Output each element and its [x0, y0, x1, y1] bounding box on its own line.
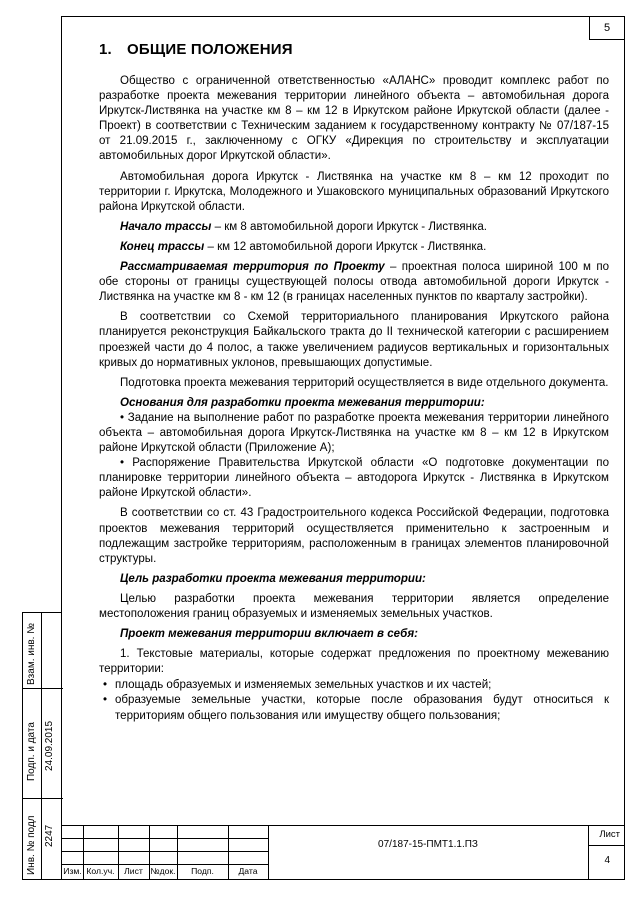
paragraph-end: [99, 240, 609, 255]
paragraph-start: [99, 220, 609, 235]
includes-list: [99, 678, 609, 723]
area-label: Рассматриваемая территория по Проекту: [120, 261, 385, 274]
section-heading: [99, 41, 609, 58]
includes-heading-text: Проект межевания территории включает в себя:: [120, 628, 418, 641]
basis-item-1-text: Задание на выполнение работ по разработке проекта межевания территории линейного объекта – автомобильная дорога Иркутск-Листвянка на участке км 8 – км 12 в Иркутском районе Иркутской области (Приложение А);: [99, 411, 609, 455]
left-stamp: [22, 612, 62, 880]
label-podp: Подп.: [191, 866, 214, 876]
bullet-icon: [120, 457, 132, 469]
section-title: ОБЩИЕ ПОЛОЖЕНИЯ: [127, 41, 293, 58]
bullet-icon: [120, 412, 128, 424]
basis-heading-text: Основания для разработки проекта межевания территории:: [120, 396, 485, 409]
stamp-inv-number: 2247: [44, 824, 55, 847]
paragraph-scheme: В соответствии со Схемой территориального планирования Иркутского района планируется реконструкция Байкальского тракта до II технической категории с расширением проезжей части до 4 полос, а также увеличением радиусов вертикальных и горизонтальных кривых до нормативных уклонов, превышающих допустимые.: [99, 311, 609, 369]
document-body: [99, 41, 609, 724]
sheet-label: Лист: [599, 829, 620, 840]
stamp-inv-podl: Инв. № подл: [26, 815, 37, 875]
label-ndok: №док.: [150, 866, 176, 876]
top-page-number: 5: [589, 17, 624, 40]
area-text: – проектная полоса шириной 100 м по обе стороны от границы существующей полосы отвода автомобильной дороги Иркутск - Листвянка на участке км 8 - км 12 (в границах населенных пунктов по кварталу застройки).: [99, 261, 609, 304]
label-izm: Изм.: [63, 866, 82, 876]
sheet-number: 4: [604, 855, 610, 866]
basis-item-2: [99, 456, 609, 501]
end-text: – км 12 автомобильной дороги Иркутск - Листвянка.: [204, 240, 487, 253]
basis-item-2-text: Распоряжение Правительства Иркутской области «О подготовке документации по планировке территории линейного объекта – автодорога Иркутск - Листвянка в Иркутском районе Иркутской области».: [99, 457, 609, 500]
stamp-podp-data: Подп. и дата: [26, 722, 37, 781]
end-label: Конец трассы: [120, 240, 205, 253]
paragraph-article-43: В соответствии со ст. 43 Градостроительного кодекса Российской Федерации, подготовка проектов межевания территорий осуществляется применительно к застроенным и подлежащим застройке территориям, расположенным в границах элементов планировочной структуры.: [99, 507, 609, 565]
start-text: – км 8 автомобильной дороги Иркутск - Листвянка.: [211, 220, 487, 233]
stamp-date: 24.09.2015: [44, 720, 55, 771]
includes-heading: [99, 627, 609, 642]
goal-text: Целью разработки проекта межевания территории является определение местоположения границ образуемых и изменяемых земельных участков.: [99, 592, 609, 620]
goal-heading: [99, 572, 609, 587]
goal-heading-text: Цель разработки проекта межевания территории:: [120, 572, 426, 585]
page-frame: [61, 16, 625, 880]
label-kol-uch: Кол.уч.: [86, 866, 115, 876]
label-data: Дата: [238, 866, 258, 876]
section-number: 1.: [99, 41, 112, 58]
paragraph-intro: Общество с ограниченной ответственностью «АЛАНС» проводит комплекс работ по разработке проекта межевания территории линейного объекта – автомобильная дорога Иркутск-Листвянка на участке км 8 – км 12 в Иркутском районе Иркутской области (далее - Проект) в соответствии с Техническим заданием к государственному контракту № 07/187-15 от 21.09.2015 г., заключенному с ОГКУ «Дирекция по строительству и эксплуатации автомобильных дорог Иркутской области».: [99, 75, 609, 163]
includes-item-1: 1. Текстовые материалы, которые содержат предложения по проектному межеванию территории:: [99, 648, 609, 676]
title-block: [62, 825, 624, 879]
basis-item-1: [99, 411, 609, 456]
start-label: Начало трассы: [120, 220, 212, 233]
paragraph-road-route: Автомобильная дорога Иркутск - Листвянка на участке км 8 – км 12 проходит по территории г. Иркутска, Молодежного и Ушаковского муниципальных образований Иркутского района Иркутской области.: [99, 170, 609, 213]
stamp-zam-inv: Взам. инв. №: [26, 623, 37, 685]
list-item: • образуемые земельные участки, которые после образования будут относиться к территориям общего пользования или имуществу общего пользования;: [115, 693, 609, 723]
document-code: 07/187-15-ПМТ1.1.ПЗ: [378, 839, 478, 850]
label-list: Лист: [124, 866, 143, 876]
basis-heading: [99, 396, 609, 411]
list-item: • площадь образуемых и изменяемых земельных участков и их частей;: [115, 678, 609, 693]
paragraph-separate-doc: Подготовка проекта межевания территорий осуществляется в виде отдельного документа.: [120, 376, 609, 389]
paragraph-area: [99, 260, 609, 305]
